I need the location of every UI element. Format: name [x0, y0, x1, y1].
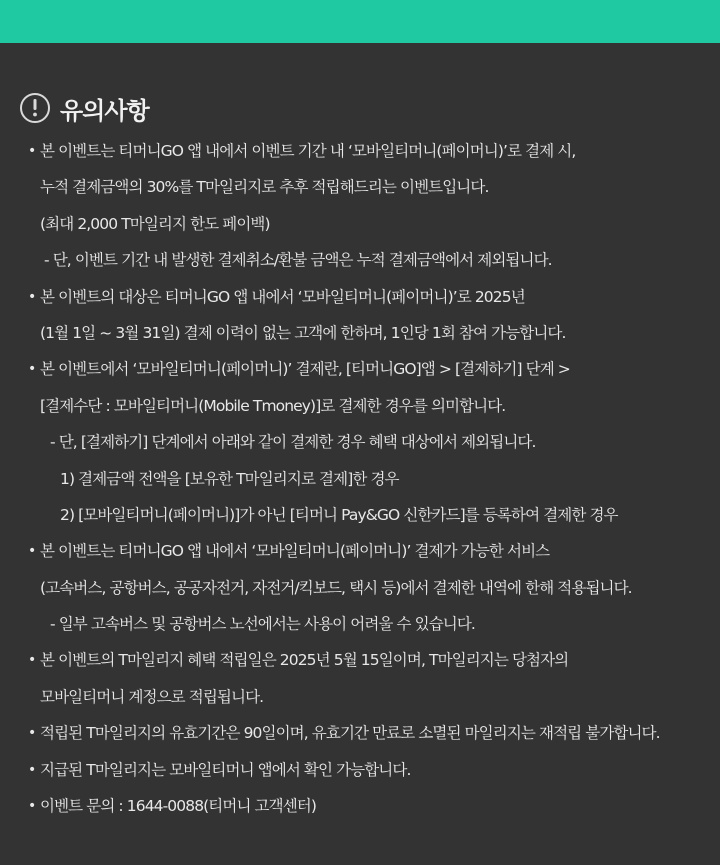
notice-line: [20, 351, 720, 387]
notice-subtext: - 일부 고속버스 및 공항버스 노선에서는 사용이 어려울 수 있습니다.: [50, 615, 475, 634]
bullet-dot: •: [28, 143, 36, 159]
notice-line: [20, 570, 720, 606]
notice-line: [20, 788, 720, 824]
notice-line: [20, 206, 720, 242]
bullet-dot: •: [28, 652, 36, 669]
notice-section: [0, 43, 720, 824]
bullet-dot: •: [28, 725, 36, 742]
notice-line: [20, 606, 720, 642]
notice-line: [20, 679, 720, 715]
bullet-dot: •: [28, 543, 36, 560]
notice-line: [20, 461, 720, 497]
notice-subtext: - 단, 이벤트 기간 내 발생한 결제취소/환불 금액은 누적 결제금액에서 제외됩니다.: [44, 251, 552, 270]
notice-text: 본 이벤트는 티머니GO 앱 내에서 이벤트 기간 내 ‘모바일티머니(페이머니)’로 결제 시,: [40, 142, 576, 160]
notice-line: [20, 533, 720, 569]
notice-subtext: - 단, [결제하기] 단계에서 아래와 같이 결제한 경우 혜택 대상에서 제외됩니다.: [50, 433, 536, 452]
notice-text: [결제수단 : 모바일티머니(Mobile Tmoney)]로 결제한 경우를 의미합니다.: [40, 396, 506, 415]
notice-line: [20, 388, 720, 424]
notice-text: 지급된 T마일리지는 모바일티머니 앱에서 확인 가능합니다.: [40, 760, 411, 779]
notice-text: (최대 2,000 T마일리지 한도 페이백): [40, 214, 270, 233]
notice-text: 본 이벤트의 대상은 티머니GO 앱 내에서 ‘모바일티머니(페이머니)’로 2025년: [40, 287, 525, 306]
notice-line: [20, 715, 720, 751]
bullet-dot: •: [28, 798, 36, 815]
exclamation-circle-icon: [20, 93, 50, 123]
notice-text: 누적 결제금액의 30%를 T마일리지로 추후 적립해드리는 이벤트입니다.: [40, 178, 489, 197]
notice-text: (고속버스, 공항버스, 공공자전거, 자전거/킥보드, 택시 등)에서 결제한 내역에 한해 적용됩니다.: [40, 578, 632, 597]
notice-text: 본 이벤트는 티머니GO 앱 내에서 ‘모바일티머니(페이머니)’ 결제가 가능한 서비스: [40, 542, 550, 561]
notice-line: [20, 315, 720, 351]
notice-list: [20, 133, 720, 824]
notice-text: (1월 1일 ~ 3월 31일) 결제 이력이 없는 고객에 한하며, 1인당 1회 참여 가능합니다.: [40, 323, 566, 342]
notice-line: [20, 424, 720, 460]
notice-line: [20, 169, 720, 205]
notice-text: 적립된 T마일리지의 유효기간은 90일이며, 유효기간 만료로 소멸된 마일리지는 재적립 불가합니다.: [40, 724, 660, 743]
notice-line: [20, 279, 720, 315]
notice-subtext: 2) [모바일티머니(페이머니)]가 아닌 [티머니 Pay&GO 신한카드]를 등록하여 결제한 경우: [60, 505, 618, 524]
bullet-dot: •: [28, 761, 36, 778]
notice-line: [20, 242, 720, 278]
notice-line: [20, 497, 720, 533]
bullet-dot: •: [28, 288, 36, 305]
bullet-dot: •: [28, 361, 36, 378]
notice-text: 모바일티머니 계정으로 적립됩니다.: [40, 687, 264, 706]
notice-line: [20, 752, 720, 788]
notice-text: 본 이벤트의 T마일리지 혜택 적립일은 2025년 5월 15일이며, T마일리지는 당첨자의: [40, 651, 569, 670]
notice-title: 유의사항: [60, 96, 149, 125]
notice-text: 본 이벤트에서 ‘모바일티머니(페이머니)’ 결제란, [티머니GO]앱 > [결제하기] 단계 >: [40, 360, 570, 379]
notice-line: [20, 642, 720, 678]
top-accent-band: [0, 0, 720, 43]
notice-text: 이벤트 문의 : 1644-0088(티머니 고객센터): [40, 797, 316, 816]
notice-line: [20, 133, 720, 169]
notice-header: [20, 91, 720, 125]
notice-subtext: 1) 결제금액 전액을 [보유한 T마일리지로 결제]한 경우: [60, 469, 399, 488]
